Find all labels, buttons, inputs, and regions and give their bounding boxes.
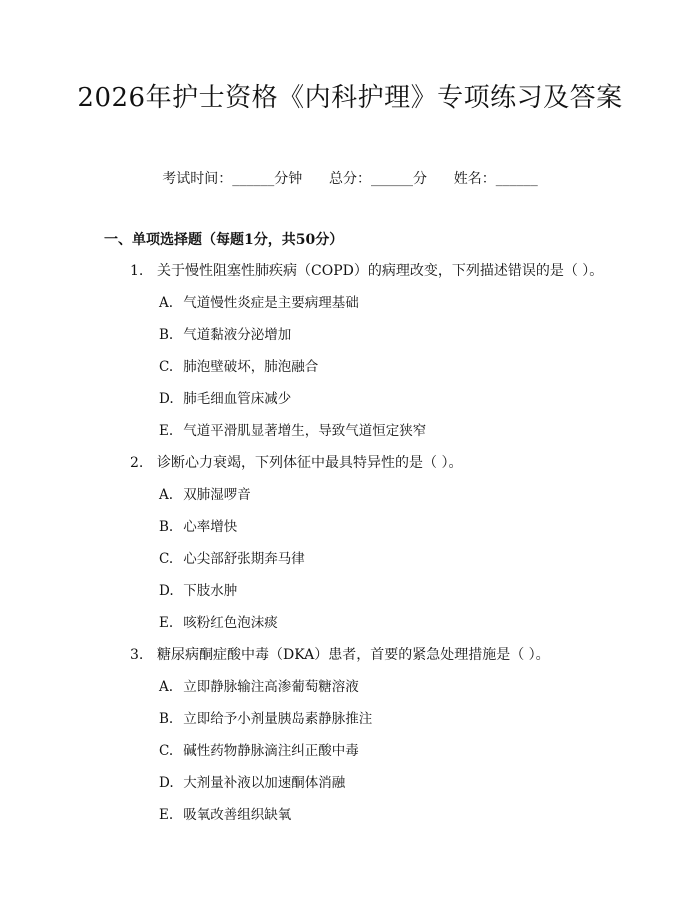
option-text: 肺泡壁破坏，肺泡融合 [183,359,319,375]
option-letter: A. [159,487,174,503]
question-number: 1. [130,263,144,279]
question-3-option-e [159,805,291,825]
question-2-option-e [159,613,278,633]
question-3-option-c [159,741,359,761]
option-text: 立即给予小剂量胰岛素静脉推注 [183,711,373,727]
option-text: 肺毛细血管床减少 [183,391,292,407]
option-letter: E. [159,807,174,823]
option-letter: E. [159,423,174,439]
question-3 [130,645,550,665]
option-letter: D. [159,391,174,407]
option-text: 吸氧改善组织缺氧 [183,807,292,823]
option-text: 气道黏液分泌增加 [183,327,292,343]
total-score-label: 总分： [329,171,371,187]
option-text: 大剂量补液以加速酮体消融 [183,775,346,791]
option-text: 双肺湿啰音 [183,487,251,503]
question-1-option-e [159,421,426,441]
option-letter: D. [159,775,174,791]
question-3-option-d [159,773,345,793]
question-1-option-c [159,357,318,377]
question-2-option-c [159,549,305,569]
option-text: 心率增快 [183,519,238,535]
question-3-option-b [159,709,372,729]
option-letter: B. [159,327,174,343]
option-letter: C. [159,743,174,759]
option-text: 咳粉红色泡沫痰 [183,615,278,631]
question-1-option-d [159,389,291,409]
exam-time-label: 考试时间： [162,171,233,187]
option-text: 立即静脉输注高渗葡萄糖溶液 [183,679,359,695]
question-3-option-a [159,677,359,697]
name-label: 姓名： [453,171,496,187]
question-text: 诊断心力衰竭，下列体征中最具特异性的是（ ）。 [157,455,463,471]
option-letter: A. [159,679,174,695]
document-title: 2026年护士资格《内科护理》专项练习及答案 [77,83,623,113]
question-text: 关于慢性阻塞性肺疾病（COPD）的病理改变，下列描述错误的是（ ）。 [157,263,604,279]
option-letter: E. [159,615,174,631]
question-1 [130,261,603,281]
option-letter: B. [159,519,174,535]
exam-time-unit: 分钟 [274,171,303,187]
name-blank: ______ [495,171,538,187]
exam-meta-line [0,169,700,189]
option-text: 气道慢性炎症是主要病理基础 [183,295,359,311]
option-text: 心尖部舒张期奔马律 [183,551,305,567]
option-letter: A. [159,295,174,311]
section-heading: 一、单项选择题（每题1分，共50分） [104,232,344,248]
question-number: 3. [130,647,144,663]
option-letter: B. [159,711,174,727]
option-letter: C. [159,551,174,567]
question-number: 2. [130,455,144,471]
total-score-unit: 分 [413,171,427,187]
total-score-blank: ______ [371,171,413,187]
option-letter: C. [159,359,174,375]
question-1-option-a [159,293,359,313]
question-1-option-b [159,325,291,345]
option-text: 气道平滑肌显著增生，导致气道恒定狭窄 [183,423,427,439]
question-2-option-d [159,581,237,601]
option-letter: D. [159,583,174,599]
question-text: 糖尿病酮症酸中毒（DKA）患者，首要的紧急处理措施是（ ）。 [157,647,550,663]
question-2-option-a [159,485,251,505]
option-text: 下肢水肿 [183,583,238,599]
question-2 [130,453,462,473]
question-2-option-b [159,517,237,537]
exam-time-blank: ______ [232,171,275,187]
option-text: 碱性药物静脉滴注纠正酸中毒 [183,743,359,759]
